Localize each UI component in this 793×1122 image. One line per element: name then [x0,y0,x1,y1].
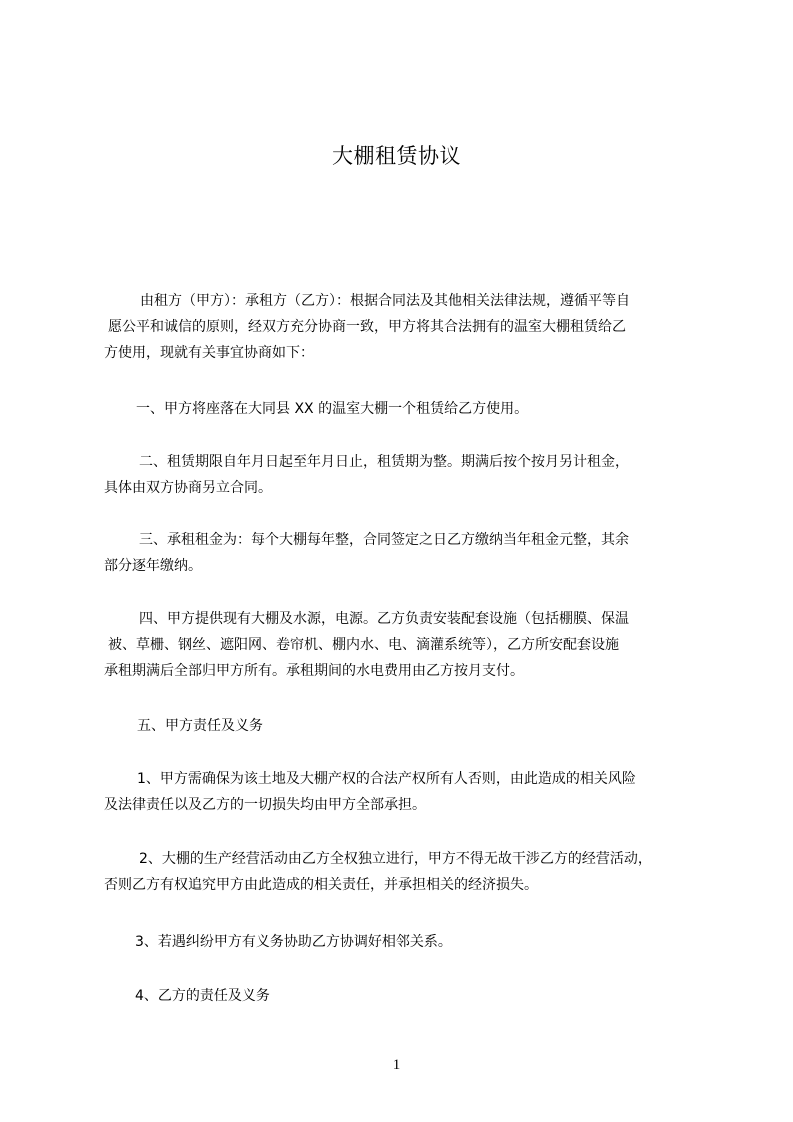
clause-line: 4、乙方的责任及义务 [135,988,270,1004]
clause-2 [104,449,704,501]
clause-line: 五、甲方责任及义务 [137,718,263,734]
clause-line: 四、甲方提供现有大棚及水源，电源。乙方负责安装配套设施（包括棚膜、保温 [139,611,629,627]
clause-line: 及法律责任以及乙方的一切损失均由甲方全部承担。 [104,797,426,813]
clause-line: 部分逐年缴纳。 [104,558,202,574]
clause-line: 否则乙方有权追究甲方由此造成的相关责任，并承担相关的经济损失。 [104,877,538,893]
clause-line: 2、大棚的生产经营活动由乙方全权独立进行，甲方不得无故干涉乙方的经营活动， [139,851,652,867]
clause-line: 一、甲方将座落在大同县 XX 的温室大棚一个租赁给乙方使用。 [136,401,529,417]
clause-line: 被、草栅、钢丝、遮阳网、卷帘机、棚内水、电、滴灌系统等），乙方所安配套设施 [108,637,619,653]
clause-line: 承租期满后全部归甲方所有。承租期间的水电费用由乙方按月支付。 [104,663,524,679]
clause-5-1 [104,766,704,818]
document-title: 大棚租赁协议 [332,144,461,168]
intro-line: 方使用，现就有关事宜协商如下： [104,345,314,361]
clause-5-3 [104,929,704,955]
clause-1 [104,396,704,422]
clause-5 [104,713,704,739]
clause-line: 1、甲方需确保为该土地及大棚产权的合法产权所有人否则，由此造成的相关风险 [137,771,636,787]
clause-4 [104,606,704,684]
page-number: 1 [392,1057,401,1073]
clause-5-2 [104,846,704,898]
intro-line: 由租方（甲方）：承租方（乙方）：根据合同法及其他相关法律法规，遵循平等自 [140,293,630,309]
clause-line: 三、承租租金为：每个大棚每年整，合同签定之日乙方缴纳当年租金元整，其余 [139,532,629,548]
clause-line: 3、若遇纠纷甲方有义务协助乙方协调好相邻关系。 [135,934,452,950]
clause-5-4 [104,983,704,1009]
intro-line: 愿公平和诚信的原则，经双方充分协商一致，甲方将其合法拥有的温室大棚租赁给乙 [108,319,626,335]
clause-line: 二、租赁期限自年月日起至年月日止，租赁期为整。期满后按个按月另计租金， [139,454,629,470]
clause-3 [104,527,704,579]
clause-line: 具体由双方协商另立合同。 [104,480,272,496]
intro-paragraph [104,288,704,366]
